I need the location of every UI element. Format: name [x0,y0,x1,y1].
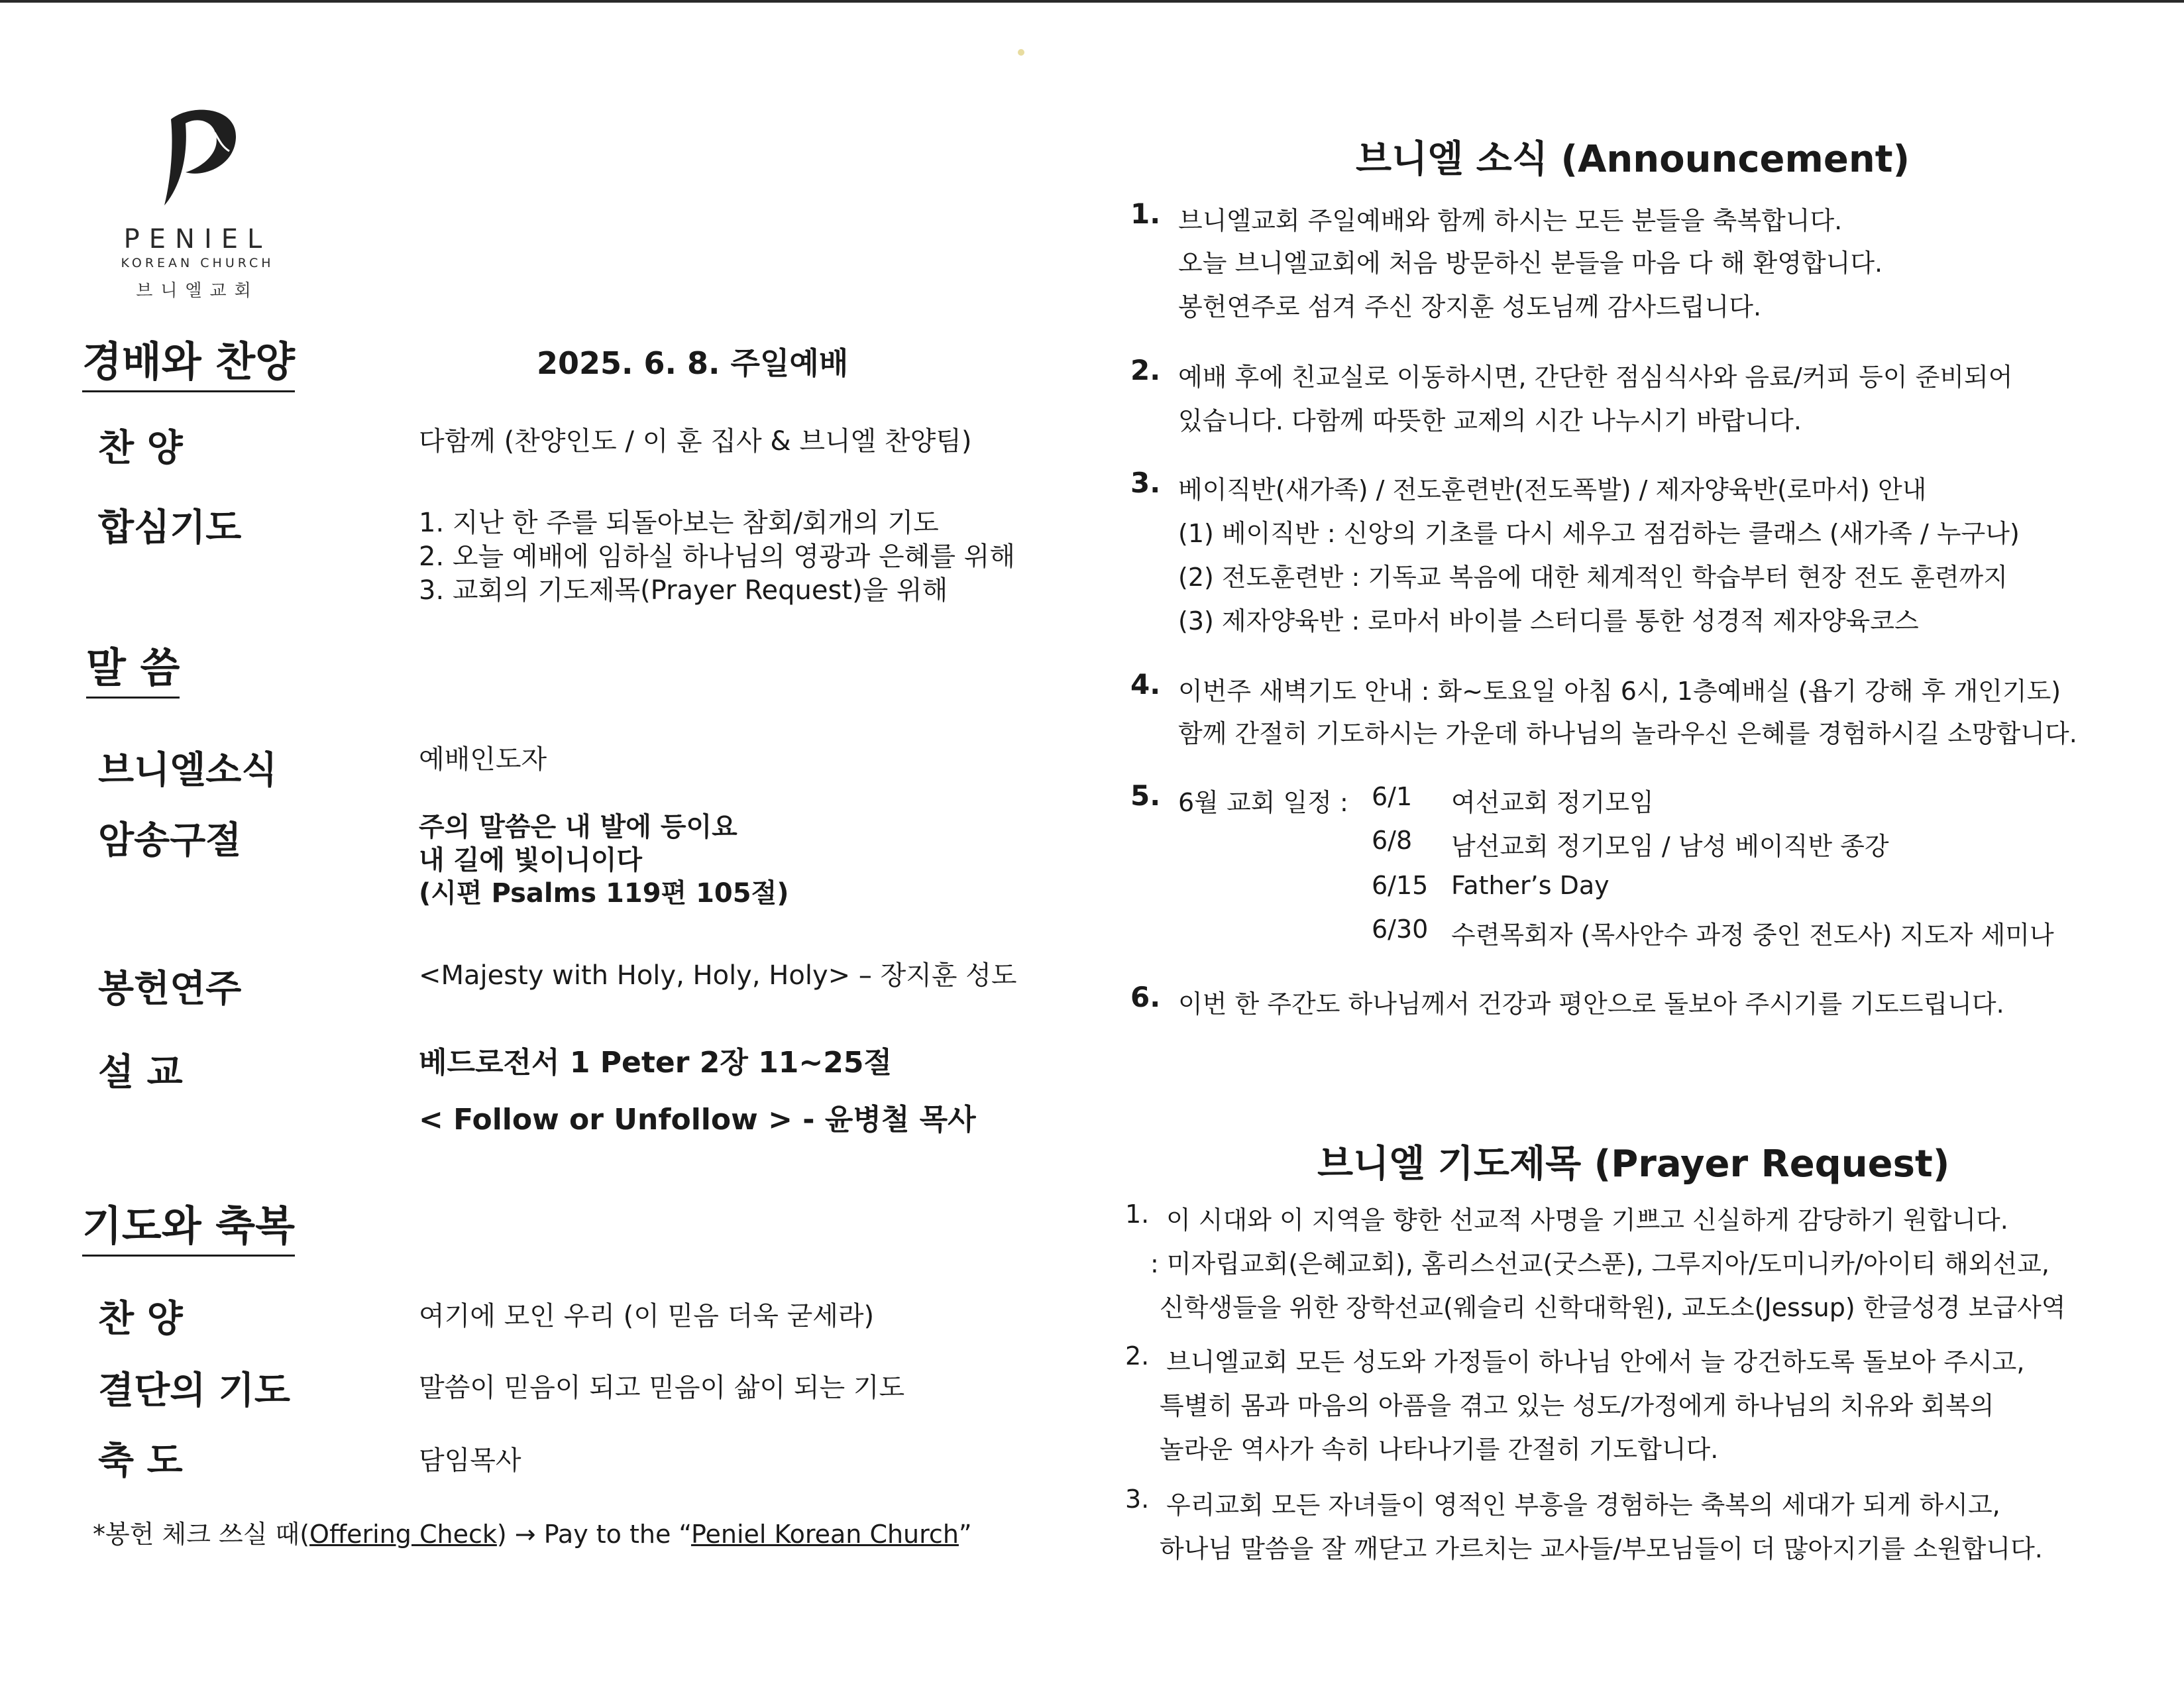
announcement-line: (3) 제자양육반 : 로마서 바이블 스터디를 통한 성경적 제자양육코스 [1178,606,1919,636]
prayer-request-line: 우리교회 모든 자녀들이 영적인 부흥을 경험하는 축복의 세대가 되게 하시고, [1166,1490,2000,1520]
announcement-num: 5. [1130,779,1161,812]
schedule-event: 여선교회 정기모임 [1451,788,1654,817]
praise-value: 다함께 (찬양인도 / 이 훈 집사 & 브니엘 찬양팀) [419,426,972,457]
offering-value: <Majesty with Holy, Holy, Holy> – 장지훈 성도 [419,960,1017,991]
prayer-request-num: 3. [1125,1485,1150,1514]
sermon-label: 설 교 [98,1051,183,1094]
church-logo-icon [151,106,244,212]
logo-korean: 브니엘교회 [136,281,259,301]
schedule-date: 6/8 [1372,826,1413,855]
announcement-num: 6. [1130,981,1161,1013]
logo-name: PENIEL [123,224,272,254]
prayer-request-line: 이 시대와 이 지역을 향한 선교적 사명을 기쁘고 신실하게 감당하기 원합니다. [1166,1206,2008,1235]
schedule-date: 6/15 [1372,871,1429,900]
offering-footnote [93,1514,972,1550]
section-worship: 경배와 찬양 [82,329,295,392]
announcement-num: 2. [1130,354,1161,386]
decision-label: 결단의 기도 [98,1369,290,1412]
announcement-line: 있습니다. 다함께 따뜻한 교제의 시간 나누시기 바랍니다. [1178,406,1802,435]
announcement-line: (1) 베이직반 : 신앙의 기초를 다시 세우고 점검하는 클래스 (새가족 / 누구나) [1178,519,2020,548]
decision-value: 말씀이 믿음이 되고 믿음이 삶이 되는 기도 [419,1373,905,1403]
memory-line-3: (시편 Psalms 119편 105절) [419,878,789,909]
announcement-num: 4. [1130,668,1161,701]
praise2-label: 찬 양 [98,1298,183,1341]
prayer-list [419,506,1015,608]
scan-top-edge [0,0,2184,3]
prayer-item: 1. 지난 한 주를 되돌아보는 참회/회개의 기도 [419,508,939,538]
logo-subtitle: KOREAN CHURCH [121,256,274,270]
announcement-num: 3. [1130,467,1161,499]
news-label: 브니엘소식 [98,749,278,792]
prayer-request-title: 브니엘 기도제목 (Prayer Request) [1317,1143,1950,1186]
benediction-label: 축 도 [98,1439,183,1483]
announcement-line: 이번 한 주간도 하나님께서 건강과 평안으로 돌보아 주시기를 기도드립니다. [1178,989,2004,1019]
prayer-request-line: 하나님 말씀을 잘 깨닫고 가르치는 교사들/부모님들이 더 많아지기를 소원합니다. [1160,1534,2043,1563]
prayer-item: 3. 교회의 기도제목(Prayer Request)을 위해 [419,575,948,606]
benediction-value: 담임목사 [419,1445,521,1476]
memory-line-1: 주의 말씀은 내 발에 등이요 [419,812,737,842]
announcement-line: 함께 간절히 기도하시는 가운데 하나님의 놀라우신 은혜를 경험하시길 소망합니다. [1178,719,2077,748]
sermon-title: < Follow or Unfollow > - 윤병철 목사 [419,1103,976,1137]
memory-label: 암송구절 [98,819,242,862]
announcement-num: 1. [1130,197,1161,230]
praise-label: 찬 양 [98,427,183,470]
prayer-request-line: 신학생들을 위한 장학선교(웨슬리 신학대학원), 교도소(Jessup) 한글성경 보급사역 [1160,1293,2066,1322]
section-word: 말 씀 [86,635,180,699]
announcement-line: 이번주 새벽기도 안내 : 화~토요일 아침 6시, 1층예배실 (욥기 강해 후 개인기도) [1178,677,2061,706]
sermon-passage: 베드로전서 1 Peter 2장 11~25절 [419,1046,893,1080]
memory-line-2: 내 길에 빛이니이다 [419,845,642,875]
scan-speck [1018,49,1024,56]
section-prayer-blessing: 기도와 축복 [82,1193,295,1257]
praise2-value: 여기에 모인 우리 (이 믿음 더욱 굳세라) [419,1301,875,1331]
schedule-date: 6/30 [1372,915,1429,944]
announcement-line: (2) 전도훈련반 : 기독교 복음에 대한 체계적인 학습부터 현장 전도 훈련까지 [1178,563,2008,592]
schedule-event: 수련목회자 (목사안수 과정 중인 전도사) 지도자 세미나 [1451,921,2054,950]
prayer-request-line: : 미자립교회(은혜교회), 홈리스선교(굿스푼), 그루지아/도미니카/아이티 해외선교, [1150,1249,2049,1278]
announcement-line: 오늘 브니엘교회에 처음 방문하신 분들을 마음 다 해 환영합니다. [1178,249,1883,278]
prayer-request-num: 2. [1125,1341,1150,1371]
schedule-event: 남선교회 정기모임 / 남성 베이직반 종강 [1451,832,1889,861]
announcement-line: 봉헌연주로 섬겨 주신 장지훈 성도님께 감사드립니다. [1178,292,1762,321]
footnote-post: ” [958,1520,972,1549]
prayer-request-line: 놀라운 역사가 속히 나타나기를 간절히 기도합니다. [1160,1435,1719,1464]
schedule-event: Father’s Day [1451,871,1610,900]
news-value: 예배인도자 [419,744,547,775]
prayer-request-num: 1. [1125,1200,1150,1229]
prayer-request-line: 특별히 몸과 마음의 아픔을 겪고 있는 성도/가정에게 하나님의 치유와 회복의 [1160,1391,1994,1420]
schedule-date: 6/1 [1372,782,1413,811]
footnote-mid: ) → Pay to the “ [496,1520,691,1549]
prayer-request-line: 브니엘교회 모든 성도와 가정들이 하나님 안에서 늘 강건하도록 돌보아 주시고, [1166,1347,2025,1377]
announcement-title: 브니엘 소식 (Announcement) [1356,138,1910,181]
offering-label: 봉헌연주 [98,968,242,1011]
announcement-line: 6월 교회 일정 : [1178,788,1348,817]
footnote-pre: *봉헌 체크 쓰실 때( [93,1520,310,1549]
service-date: 2025. 6. 8. 주일예배 [537,345,849,381]
prayer-item: 2. 오늘 예배에 임하실 하나님의 영광과 은혜를 위해 [419,541,1015,572]
announcement-line: 예배 후에 친교실로 이동하시면, 간단한 점심식사와 음료/커피 등이 준비되어 [1178,363,2013,392]
footnote-church: Peniel Korean Church [690,1520,959,1549]
announcement-line: 브니엘교회 주일예배와 함께 하시는 모든 분들을 축복합니다. [1178,206,1843,235]
footnote-check: Offering Check [309,1520,497,1549]
announcement-line: 베이직반(새가족) / 전도훈련반(전도폭발) / 제자양육반(로마서) 안내 [1178,475,1927,504]
prayer-label: 합심기도 [98,506,242,549]
